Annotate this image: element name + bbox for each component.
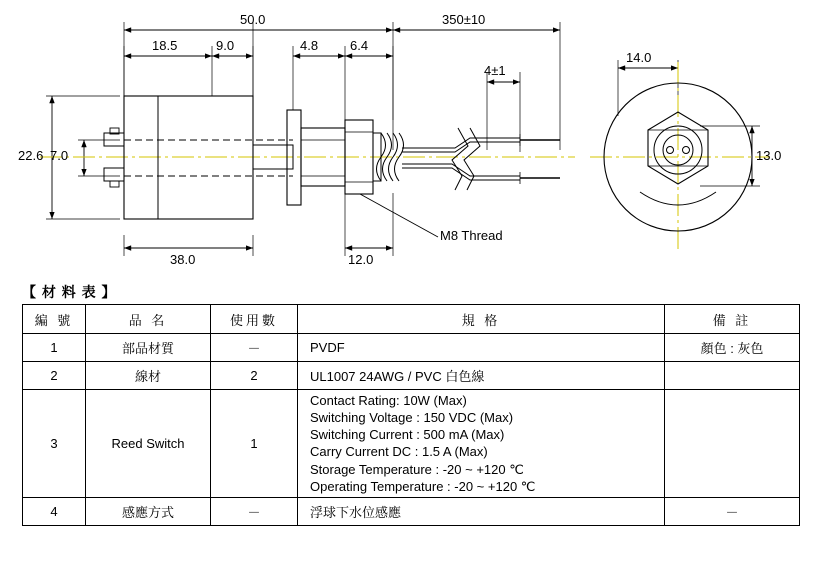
spec-line: Storage Temperature : -20 ~ +120 ℃ (310, 461, 524, 477)
dim-seg-64: 6.4 (350, 38, 369, 53)
row3-qty: 1 (211, 390, 298, 498)
row1-spec: PVDF (298, 334, 665, 362)
table-header-row (23, 305, 800, 334)
spec-line: Carry Current DC : 1.5 A (Max) (310, 444, 488, 460)
row4-spec: 浮球下水位感應 (298, 497, 665, 525)
dim-stripped: 4±1 (484, 63, 506, 78)
header-name: 品 名 (86, 305, 211, 334)
row1-no: 1 (23, 334, 86, 362)
row4-note: － (665, 497, 800, 525)
row1-name: 部品材質 (86, 334, 211, 362)
callout-m8-thread: M8 Thread (440, 228, 503, 243)
dim-thread-length: 12.0 (348, 252, 374, 267)
row2-name: 線材 (86, 362, 211, 390)
dim-cable-length: 350±10 (442, 12, 486, 27)
header-note: 備 註 (665, 305, 800, 334)
material-table-title: 【 材 料 表 】 (22, 284, 117, 300)
dim-body-dia: 22.6 (18, 148, 44, 163)
table-row (23, 497, 800, 525)
dim-hex-across: 14.0 (626, 50, 652, 65)
material-table (22, 304, 800, 526)
row2-no: 2 (23, 362, 86, 390)
table-row (23, 334, 800, 362)
row3-spec (298, 390, 665, 498)
row4-name: 感應方式 (86, 497, 211, 525)
table-row (23, 362, 800, 390)
row3-no: 3 (23, 390, 86, 498)
spec-line: Contact Rating: 10W (Max) (310, 393, 467, 408)
row3-note (665, 390, 800, 498)
table-row (23, 390, 800, 498)
row1-note: 顏色 : 灰色 (665, 334, 800, 362)
dim-total-length: 50.0 (240, 12, 266, 27)
dim-stem-dia: 7.0 (50, 148, 69, 163)
row2-note (665, 362, 800, 390)
dim-seg-9: 9.0 (216, 38, 235, 53)
spec-line: Switching Voltage : 150 VDC (Max) (310, 410, 514, 426)
row4-no: 4 (23, 497, 86, 525)
row2-spec: UL1007 24AWG / PVC 白色線 (298, 362, 665, 390)
row1-qty: － (211, 334, 298, 362)
dim-hex-inner: 13.0 (756, 148, 782, 163)
dim-seg-48: 4.8 (300, 38, 319, 53)
row2-qty: 2 (211, 362, 298, 390)
row4-qty: － (211, 497, 298, 525)
spec-line: Operating Temperature : -20 ~ +120 ℃ (310, 478, 536, 494)
header-no: 編 號 (23, 305, 86, 334)
header-qty: 使用數 (211, 305, 298, 334)
header-spec: 規 格 (298, 305, 665, 334)
dim-float-length: 18.5 (152, 38, 178, 53)
row3-name: Reed Switch (86, 390, 211, 498)
dim-body-length: 38.0 (170, 252, 196, 267)
spec-line: Switching Current : 500 mA (Max) (310, 427, 505, 443)
